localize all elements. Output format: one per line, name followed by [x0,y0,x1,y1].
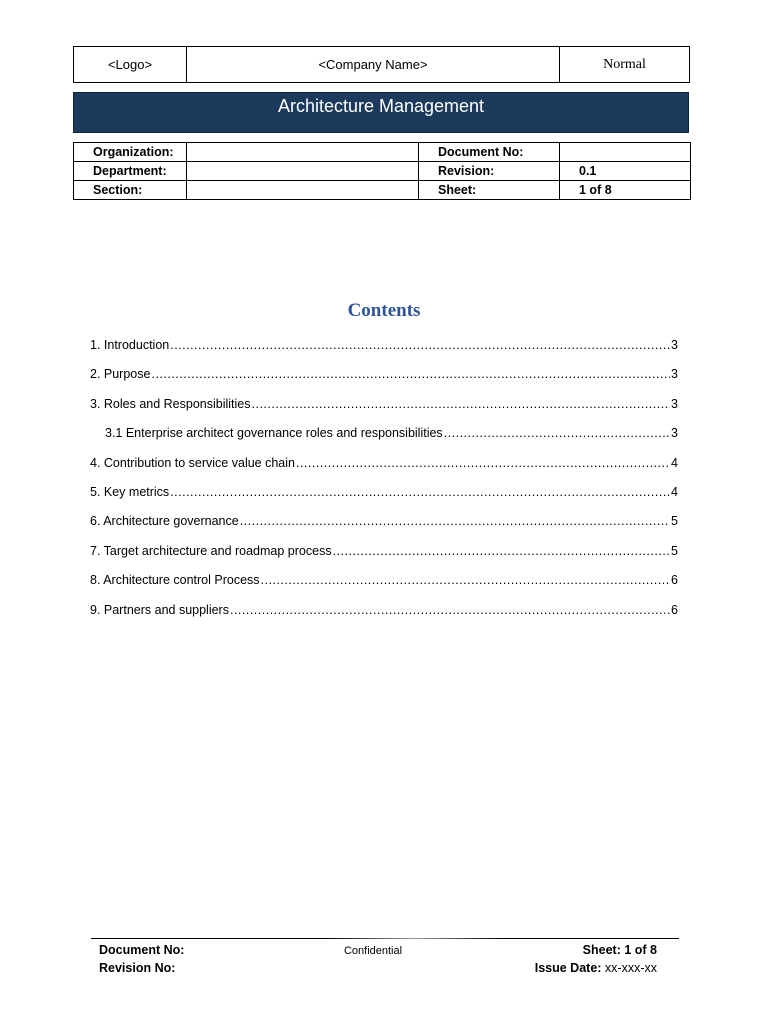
toc-entry[interactable] [90,512,678,541]
toc-leader [240,512,670,530]
department-value [187,162,419,181]
toc-entry-page: 3 [671,367,678,382]
document-title: Architecture Management [73,92,689,133]
toc-entry-page: 5 [671,543,678,558]
meta-row-organization [74,143,691,162]
logo-placeholder: <Logo> [74,47,187,83]
document-header [73,46,690,83]
footer-sheet-label: Sheet: [582,943,621,957]
meta-row-department [74,162,691,181]
footer-divider [91,938,679,939]
toc-entry-page: 4 [671,484,678,499]
contents-heading: Contents [347,300,421,321]
section-value [187,181,419,200]
toc-entry-page: 6 [671,573,678,588]
toc-entry-label: 8. Architecture control Process [90,573,260,588]
toc-entry-label: 1. Introduction [90,338,170,352]
toc-entry-label: 2. Purpose [90,367,151,382]
revision-value: 0.1 [560,162,691,181]
toc-entry[interactable] [90,601,678,630]
toc-leader [170,336,670,354]
toc-entry-label: 7. Target architecture and roadmap process [90,543,332,558]
toc-entry-label: 9. Partners and suppliers [90,602,229,617]
toc-entry-page: 6 [671,602,678,617]
toc-entry-page: 5 [671,514,678,529]
footer-sheet-value: 1 of 8 [624,943,657,957]
sheet-value: 1 of 8 [560,181,691,200]
department-label: Department: [74,162,187,181]
toc-entry-page: 3 [671,426,678,441]
footer-issue-date-value: xx-xxx-xx [604,961,657,975]
footer-confidential-label: Confidential [343,945,403,957]
toc-leader [333,542,670,560]
toc-entry-label: 4. Contribution to service value chain [90,455,295,470]
toc-entry[interactable] [90,571,678,600]
toc-leader [170,483,670,501]
toc-entry[interactable] [90,336,678,365]
footer-document-no-label: Document No: [99,943,185,957]
classification-label: Normal [560,47,690,83]
footer-sheet [583,943,657,957]
toc-entry-page: 4 [671,455,678,470]
toc-entry-label: 6. Architecture governance [90,514,239,529]
toc-entry[interactable] [90,395,678,424]
toc-entry-label: 3.1 Enterprise architect governance roles and responsibilities [105,426,443,441]
organization-value [187,143,419,162]
footer-issue-date [535,961,657,975]
document-meta-table [73,142,691,200]
toc-leader [444,424,670,442]
section-label: Section: [74,181,187,200]
company-name: <Company Name> [187,47,560,83]
toc-leader [230,601,670,619]
document-no-label: Document No: [419,143,560,162]
revision-label: Revision: [419,162,560,181]
toc-entry-page: 3 [671,338,678,352]
organization-label: Organization: [74,143,187,162]
document-footer [99,943,657,979]
meta-row-section [74,181,691,200]
toc-entry-label: 5. Key metrics [90,484,170,499]
toc-entry[interactable] [90,454,678,483]
footer-revision-no-label: Revision No: [99,961,176,975]
footer-issue-date-label: Issue Date: [534,961,602,975]
toc-entry-label: 3. Roles and Responsibilities [90,396,251,411]
toc-subentry[interactable] [90,424,678,453]
document-no-value [560,143,691,162]
toc-leader [151,365,670,383]
toc-entry[interactable] [90,542,678,571]
sheet-label: Sheet: [419,181,560,200]
toc-leader [296,454,670,472]
toc-entry-page: 3 [671,396,678,411]
table-of-contents [90,336,678,630]
toc-entry[interactable] [90,483,678,512]
toc-entry[interactable] [90,365,678,394]
toc-leader [252,395,671,413]
toc-leader [261,571,671,589]
